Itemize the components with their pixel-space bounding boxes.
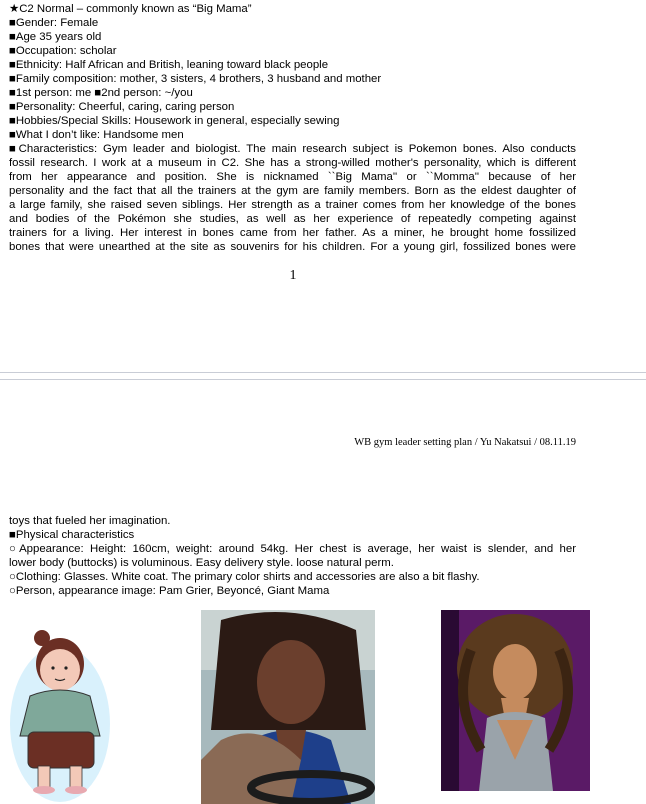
text-line: fossil research. I work at a museum in C2. She has a strong-willed mother's personality, which is different	[9, 157, 576, 169]
text-line: ■Gender: Female	[9, 17, 99, 29]
text-line: ★C2 Normal – commonly known as “Big Mama”	[9, 3, 252, 15]
text-line: ■Ethnicity: Half African and British, leaning toward black people	[9, 59, 329, 71]
text-line: lower body (buttocks) is voluminous. Easy delivery style. loose natural perm.	[9, 557, 394, 569]
text-line: ■Personality: Cheerful, caring, caring person	[9, 101, 235, 113]
text-line: a large family, she raised seven siblings. Her strength as a trainer comes from her knowledge of the bones	[9, 199, 576, 211]
text-line: ■Occupation: scholar	[9, 45, 117, 57]
text-line: ○Appearance: Height: 160cm, weight: around 54kg. Her chest is average, her waist is slender, and her	[9, 543, 576, 555]
text-line: and bodies of the Pokémon she studies, as well as her experience of repeatedly competing against	[9, 213, 576, 225]
text-line: from her appearance and position. She is nicknamed ``Big Mama'' or ``Momma'' because of her	[9, 171, 576, 183]
text-line: personality and the fact that all the trainers at the gym are family members. Born as the eldest daughter of	[9, 185, 576, 197]
text-line: ■Characteristics: Gym leader and biologist. The main research subject is Pokemon bones. Also conducts	[9, 143, 576, 155]
text-line: ■Age 35 years old	[9, 31, 102, 43]
person-photo-pam-grier	[201, 610, 375, 804]
text-line: ■What I don’t like: Handsome men	[9, 129, 184, 141]
text-line: toys that fueled her imagination.	[9, 515, 171, 527]
document-page-2	[0, 380, 646, 804]
text-line: trainers for a living. Her interest in bones came from her father. As a miner, he brought home fossilized	[9, 227, 576, 239]
page-separator	[0, 372, 646, 380]
page-1-text-block	[9, 2, 576, 254]
page-number: 1	[289, 268, 297, 283]
cartoon-character-image	[8, 624, 112, 804]
document-page-1	[0, 0, 646, 372]
text-line: ○Clothing: Glasses. White coat. The primary color shirts and accessories are also a bit flashy.	[9, 571, 480, 583]
person-photo-beyonce	[441, 610, 590, 791]
text-line: ○Person, appearance image: Pam Grier, Beyoncé, Giant Mama	[9, 585, 330, 597]
text-line: ■Family composition: mother, 3 sisters, 4 brothers, 3 husband and mother	[9, 73, 382, 85]
text-line: bones that were unearthed at the site as souvenirs for his children. For a young girl, fossilized bones were	[9, 241, 576, 253]
text-line: ■Hobbies/Special Skills: Housework in general, especially sewing	[9, 115, 340, 127]
text-line: ■Physical characteristics	[9, 529, 135, 541]
text-line: ■1st person: me ■2nd person: ~/you	[9, 87, 193, 99]
page-header: WB gym leader setting plan / Yu Nakatsui / 08.11.19	[354, 437, 576, 448]
page-2-text-block	[9, 514, 576, 598]
